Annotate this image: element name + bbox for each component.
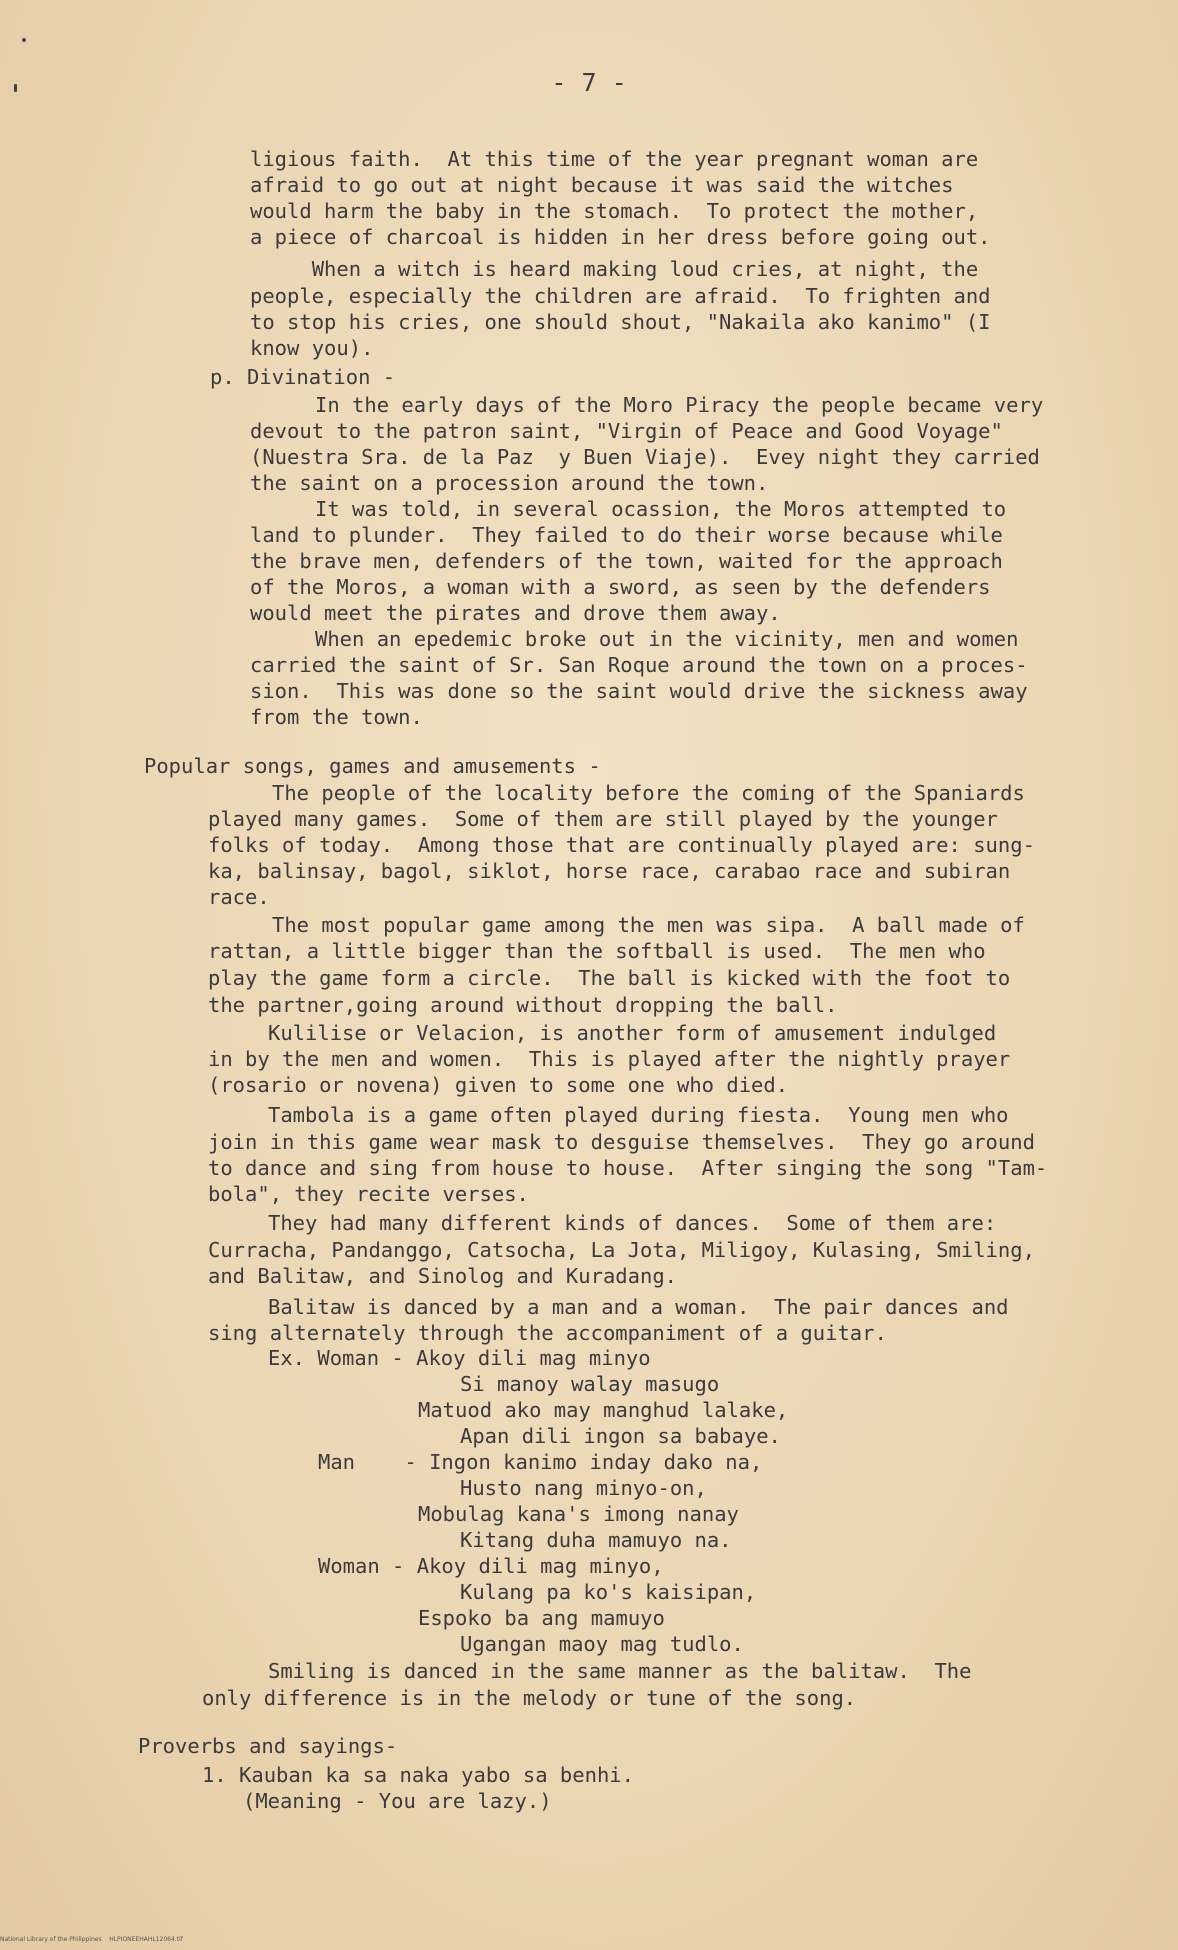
text-line: the brave men, defenders of the town, waited for the approach bbox=[250, 549, 1003, 573]
verse-line: Ugangan maoy mag tudlo. bbox=[460, 1632, 744, 1656]
text-line: a piece of charcoal is hidden in her dress before going out. bbox=[250, 225, 991, 249]
text-line: to dance and sing from house to house. After singing the song "Tam- bbox=[208, 1156, 1048, 1180]
section-heading-proverbs: Proverbs and sayings- bbox=[138, 1734, 398, 1758]
text-line: the saint on a procession around the town. bbox=[250, 471, 769, 495]
scan-footer: National Library of the Philippines HLPIONEEHAHL12064.tif bbox=[0, 1936, 183, 1943]
text-line: in by the men and women. This is played after the nightly prayer bbox=[208, 1047, 1011, 1071]
text-line: people, especially the children are afraid. To frighten and bbox=[250, 284, 991, 308]
text-line: bola", they recite verses. bbox=[208, 1182, 529, 1206]
text-line: would meet the pirates and drove them away. bbox=[250, 601, 781, 625]
text-line: sion. This was done so the saint would drive the sickness away bbox=[250, 679, 1028, 703]
proverb-meaning: (Meaning - You are lazy.) bbox=[243, 1789, 552, 1813]
text-line: Smiling is danced in the same manner as the balitaw. The bbox=[268, 1659, 972, 1683]
text-line: ka, balinsay, bagol, siklot, horse race, carabao race and subiran bbox=[208, 859, 1011, 883]
text-line: carried the saint of Sr. San Roque around the town on a proces- bbox=[250, 653, 1028, 677]
text-line: know you). bbox=[250, 336, 374, 360]
text-line: Tambola is a game often played during fiesta. Young men who bbox=[268, 1103, 1009, 1127]
verse-line: Woman - Akoy dili mag minyo, bbox=[318, 1554, 664, 1578]
text-line: sing alternately through the accompaniment of a guitar. bbox=[208, 1321, 887, 1345]
text-line: rattan, a little bigger than the softball is used. The men who bbox=[208, 939, 986, 963]
text-line: It was told, in several ocassion, the Moros attempted to bbox=[315, 497, 1007, 521]
text-line: and Balitaw, and Sinolog and Kuradang. bbox=[208, 1264, 677, 1288]
verse-line: Ex. Woman - Akoy dili mag minyo bbox=[268, 1346, 651, 1370]
text-line: race. bbox=[208, 885, 270, 909]
verse-line: Kitang duha mamuyo na. bbox=[460, 1528, 732, 1552]
text-line: folks of today. Among those that are continually played are: sung- bbox=[208, 833, 1035, 857]
text-line: The most popular game among the men was sipa. A ball made of bbox=[272, 913, 1025, 937]
text-line: play the game form a circle. The ball is kicked with the foot to bbox=[208, 966, 1011, 990]
text-line: ligious faith. At this time of the year pregnant woman are bbox=[250, 147, 979, 171]
verse-line: Si manoy walay masugo bbox=[460, 1372, 720, 1396]
text-line: of the Moros, a woman with a sword, as seen by the defenders bbox=[250, 575, 991, 599]
text-line: afraid to go out at night because it was said the witches bbox=[250, 173, 954, 197]
text-line: would harm the baby in the stomach. To protect the mother, bbox=[250, 199, 979, 223]
text-line: When an epedemic broke out in the vicinity, men and women bbox=[315, 627, 1019, 651]
text-line: devout to the patron saint, "Virgin of Peace and Good Voyage" bbox=[250, 419, 1003, 443]
text-line: played many games. Some of them are still played by the younger bbox=[208, 807, 998, 831]
text-line: (Nuestra Sra. de la Paz y Buen Viaje). Evey night they carried bbox=[250, 445, 1040, 469]
text-line: Balitaw is danced by a man and a woman. The pair dances and bbox=[268, 1295, 1009, 1319]
verse-line: Man - Ingon kanimo inday dako na, bbox=[318, 1450, 763, 1474]
text-line: land to plunder. They failed to do their worse because while bbox=[250, 523, 1003, 547]
text-line: from the town. bbox=[250, 705, 423, 729]
verse-line: Matuod ako may manghud lalake, bbox=[418, 1398, 789, 1422]
verse-line: Husto nang minyo-on, bbox=[460, 1476, 707, 1500]
text-line: Kulilise or Velacion, is another form of amusement indulged bbox=[268, 1021, 997, 1045]
verse-line: Kulang pa ko's kaisipan, bbox=[460, 1580, 757, 1604]
verse-line: Espoko ba ang mamuyo bbox=[418, 1606, 665, 1630]
text-line: When a witch is heard making loud cries, at night, the bbox=[250, 257, 979, 281]
text-line: The people of the locality before the coming of the Spaniards bbox=[272, 781, 1025, 805]
verse-line: Apan dili ingon sa babaye. bbox=[460, 1424, 781, 1448]
text-line: the partner,going around without dropping the ball. bbox=[208, 993, 838, 1017]
text-line: join in this game wear mask to desguise themselves. They go around bbox=[208, 1130, 1035, 1154]
proverb-line: 1. Kauban ka sa naka yabo sa benhi. bbox=[202, 1763, 634, 1787]
text-line: They had many different kinds of dances. Some of them are: bbox=[268, 1211, 997, 1235]
ink-speck bbox=[22, 38, 26, 42]
section-heading-divination: p. Divination - bbox=[210, 365, 396, 389]
section-heading-songs-games: Popular songs, games and amusements - bbox=[144, 754, 601, 778]
text-line: Curracha, Pandanggo, Catsocha, La Jota, Miligoy, Kulasing, Smiling, bbox=[208, 1238, 1035, 1262]
verse-line: Mobulag kana's imong nanay bbox=[418, 1502, 739, 1526]
text-line: to stop his cries, one should shout, "Nakaila ako kanimo" (I bbox=[250, 310, 991, 334]
text-line: only difference is in the melody or tune of the song. bbox=[202, 1686, 857, 1710]
text-line: (rosario or novena) given to some one who died. bbox=[208, 1073, 789, 1097]
text-line: In the early days of the Moro Piracy the people became very bbox=[315, 393, 1044, 417]
page-number: - 7 - bbox=[551, 68, 627, 97]
